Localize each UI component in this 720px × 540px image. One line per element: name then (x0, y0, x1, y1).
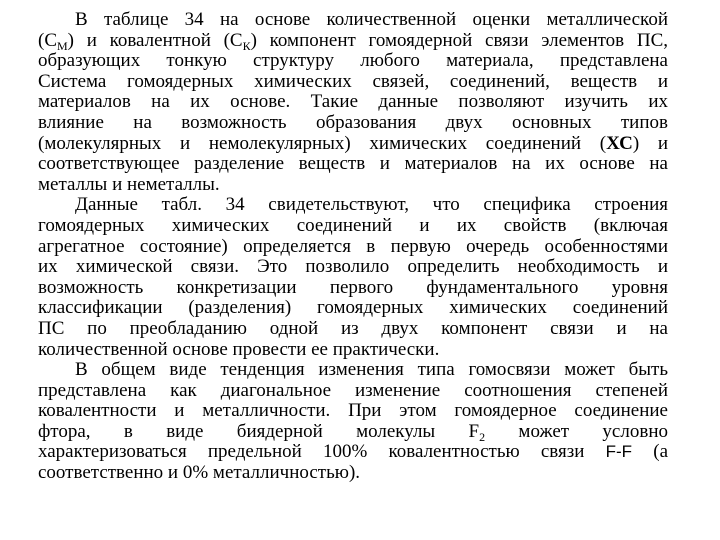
text-line (38, 31, 668, 52)
text-line: их химической связи. Это позволило определить необходимость и (38, 256, 668, 278)
paragraph-2 (38, 195, 668, 360)
paragraph-3 (38, 360, 668, 484)
text-line: материалов на их основе. Такие данные позволяют изучить их (38, 91, 668, 113)
text-segment: может условно (485, 420, 668, 442)
text-line: представлена как диагональное изменение соотношения степеней (38, 379, 668, 401)
text-segment: ) и ковалентной (С (67, 29, 243, 51)
text-line (38, 442, 668, 463)
subscript: М (57, 38, 68, 53)
text-line (38, 134, 668, 155)
subscript: 2 (479, 429, 486, 444)
text-line: возможность конкретизации первого фундаментального уровня (38, 276, 668, 298)
bond-formula: F-F (605, 442, 633, 462)
text-line: металлы и неметаллы. (38, 173, 220, 195)
text-line: соответствующее разделение веществ и материалов на их основе на (38, 153, 668, 175)
text-line: ПС по преобладанию одной из двух компонент связи и на (38, 317, 668, 339)
text-segment: характеризоваться предельной 100% ковалентностью связи (38, 441, 606, 463)
text-line: образующих тонкую структуру любого материала, представлена (38, 50, 668, 72)
paragraph-1 (38, 10, 668, 195)
text-line: количественной основе провести ее практически. (38, 338, 440, 360)
bold-abbreviation: ХС (606, 132, 633, 154)
text-segment: (молекулярных и немолекулярных) химических соединений ( (38, 132, 607, 154)
subscript: К (242, 38, 251, 53)
text-line: влияние на возможность образования двух основных типов (38, 111, 668, 133)
text-line: В таблице 34 на основе количественной оценки металлической (75, 9, 668, 30)
text-line: классификации (разделения) гомоядерных химических соединений (38, 297, 668, 319)
text-line: Данные табл. 34 свидетельствуют, что специфика строения (75, 194, 668, 216)
text-segment: (С (38, 29, 57, 51)
text-line: соответственно и 0% металличностью). (38, 462, 361, 484)
text-line: В общем виде тенденция изменения типа гомосвязи может быть (75, 359, 668, 381)
text-line: ковалентности и металличности. При этом гомоядерное соединение (38, 400, 668, 422)
text-segment: ) и (632, 132, 668, 154)
text-line (38, 422, 668, 443)
text-line: гомоядерных химических соединений и их свойств (включая (38, 214, 668, 236)
document-body (38, 10, 668, 484)
text-segment: фтора, в виде биядерной молекулы F (38, 420, 480, 442)
text-segment: ) компонент гомоядерной связи элементов ПС, (250, 29, 668, 51)
text-segment: (а (632, 441, 668, 463)
text-line: агрегатное состояние) определяется в первую очередь особенностями (38, 235, 668, 257)
text-line: Система гомоядерных химических связей, соединений, веществ и (38, 70, 668, 92)
